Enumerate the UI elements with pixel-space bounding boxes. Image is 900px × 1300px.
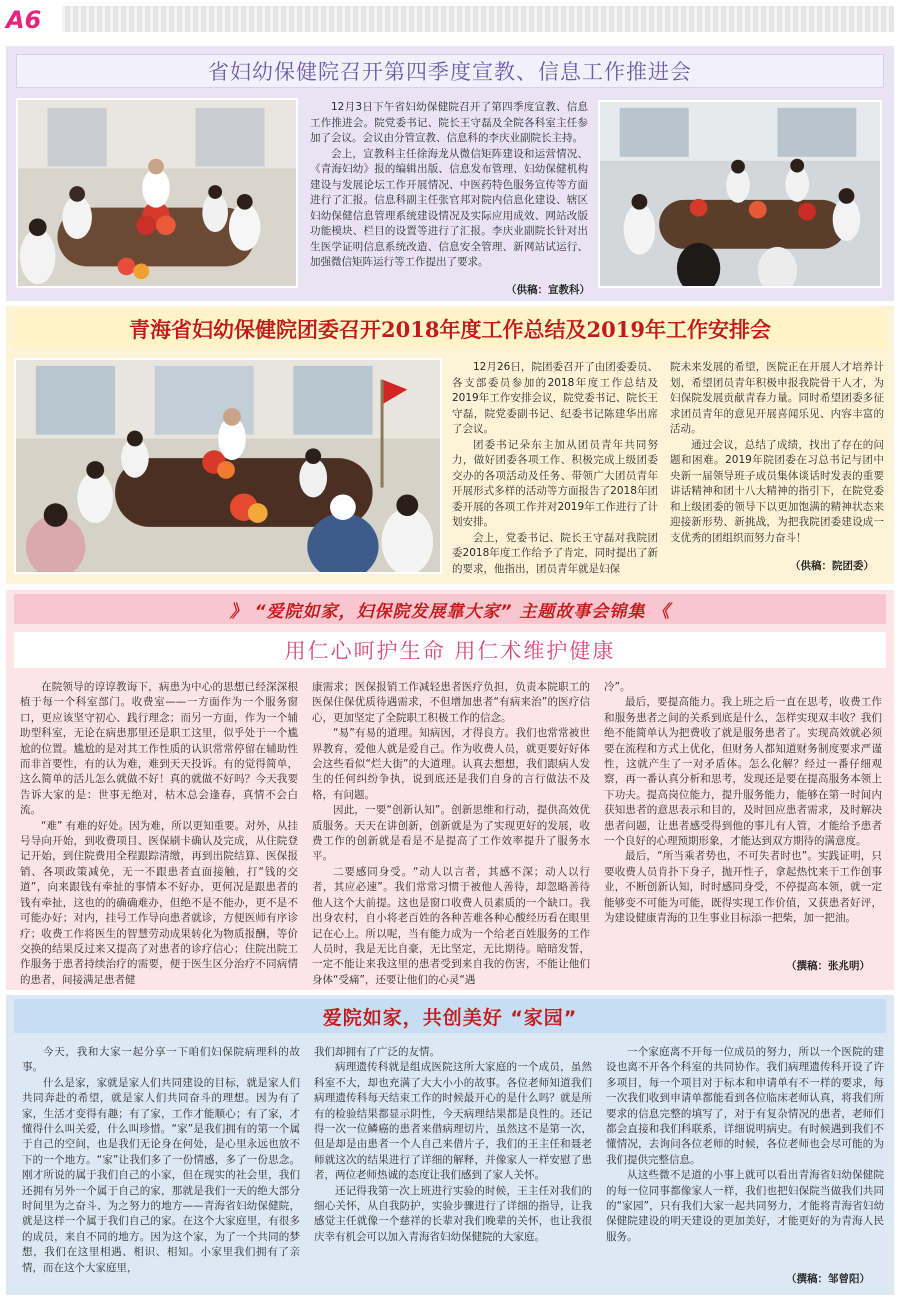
feature-story-collection — [6, 590, 894, 990]
page-number: A6 — [6, 6, 42, 34]
feature-paragraph: 在院领导的谆谆教诲下，病患为中心的思想已经深深根植于每一个科室部门。收费室——一方面作为一个服务窗口，更应该坚守初心、践行理念；而另一方面，作为一个辅助型科室，无论在病患那里还是职工这里，似乎处于一个尴尬的位置。尴尬的是对其工作性质的认识常常停留在辅助性而非首要性，有的认为难，难到天天投诉。有的觉得简单，这么简单的活儿怎么就做不好！真的就做不好吗？今天我要告诉大家的是：世事无绝对，枯木总会逢春，真情不会白流。 — [20, 681, 298, 817]
article1-source: （供稿：宣教科） — [506, 284, 590, 296]
feature-col-3 — [604, 680, 882, 988]
feature-title: 用仁心呵护生命 用仁术维护健康 — [14, 632, 886, 668]
story-col-1 — [22, 1045, 300, 1276]
article2-paragraph: 会上，党委书记、院长王守磊对我院团委2018年度工作给予了肯定，同时提出了新的要求，他指出，团员青年就是妇保 — [452, 531, 658, 575]
article1-body — [310, 100, 588, 271]
story-body — [22, 1045, 884, 1276]
feature-paragraph: “易”有易的道理。知病因，才得良方。我们也常常被世界教育，爱他人就是爱自己。作为收费人员，就更要好好体会这些看似“烂大街”的大道理。认真去想想，我们跟病人发生的任何纠纷争执，说到底还是我们自身的言行做法不及格，有问题。 — [312, 727, 590, 801]
article2-paragraph: 通过会议，总结了成绩，找出了存在的问题和困难。2019年院团委在习总书记与团中央新一届领导班子成员集体谈话时发表的重要讲话精神和团十八大精神的指引下，在院党委和上级团委的领导下以更加饱满的精神状态来迎接新形势、新挑战，为把我院团委建设成一支优秀的团组织而努力奋斗！ — [670, 438, 884, 544]
article2-body-col2 — [670, 360, 884, 546]
feature-paragraph: 因此，一要“创新认知”。创新思维和行动，提供高效优质服务。天天在讲创新，创新就是为了实现更好的发展，收费工作的创新就是看是不是提高了工作效率提升了服务水平。 — [312, 804, 590, 863]
feature-paragraph: “难” 有难的好处。因为难，所以更知重要。对外，从挂号导向开始，到收费项目、医保刷卡确认及完成，从住院登记开始，到住院费用全程跟踪清缴，再到出院结算、医保报销、各项政策减免，无一不跟患者直面接触，打“钱的交道”，向来跟钱有牵扯的事情本不好办，更何况是跟患者的钱有牵扯，这也的的确确难办，但绝不是不能办，更不是不可能办好；对内，挂号工作导向患者就诊，方便医师有序诊疗；收费工作将医生的智慧劳动成果转化为物质报酬，等价交换的结果反过来又提高了对患者的诊疗信心；住院出院工作服务于患者持续治疗的需要，便于医生区分治疗不同病情的患者，间接满足患者健 — [20, 819, 298, 986]
story-paragraph: 今天，我和大家一起分享一下咱们妇保院病理科的故事。 — [22, 1046, 300, 1074]
article2-source: （供稿：院团委） — [790, 560, 874, 572]
story-paragraph: 一个家庭离不开每一位成员的努力，所以一个医院的建设也离不开各个科室的共同协作。我们病理遗传科开设了许多项目，每一个项目对于标本和申请单有不一样的要求，每一次我们收到申请单都能看到各位临床老师认真，将我们所要求的信息完整的填写了，对于有复杂情况的患者，老师们都会直接和我们科联系，详细说明病史。有时候遇到我们不懂情况，去询问各位老师的时候，各位老师也会尽可能的为我们提供完整信息。 — [606, 1046, 884, 1166]
youth-league-meeting-photo-image — [16, 360, 440, 572]
header-decorative-bar — [62, 6, 894, 32]
story-paragraph: 从这些微不足道的小事上就可以看出青海省妇幼保健院的每一位同事都像家人一样，我们也把妇保院当做我们共同的“家园”，只有我们大家一起共同努力，才能将青海省妇幼保健院建设的明天建设的更加美好，才能更好的为青海人民服务。 — [606, 1169, 884, 1243]
feature-paragraph: 最后，要提高能力。我上班之后一直在思考，收费工作和服务患者之间的关系到底是什么，怎样实现双丰收？我们绝不能简单认为把费收了就是服务患者了。实现高效就必须要在流程和方式上优化，但财务人都知道财务制度要求严谨性，这就产生了一对矛盾体。怎么化解？经过一番仔细观察，再一番认真分析和思考，发现还是要在提高服务本领上下功夫。提高岗位能力，提升服务能力，能够在第一时间内获知患者的意思表示和目的，及时回应患者需求，及时解决患者问题，让患者感受得到他的事儿有人管，才能给予患者一个良好的心理预期形象，才能达到双方期待的满意度。 — [604, 696, 882, 848]
article2-paragraph: 院未来发展的希望，医院正在开展人才培养计划，希望团员青年积极申报我院骨干人才，为妇保院发展贡献青春力量。同时希望团委多征求团员青年的意见开展喜闻乐见、内容丰富的活动。 — [670, 361, 884, 435]
article1-title: 省妇幼保健院召开第四季度宣教、信息工作推进会 — [16, 54, 884, 88]
youth-league-meeting-photo — [14, 358, 442, 574]
article-informatization-meeting — [6, 46, 894, 301]
feature-banner: 》 “爱院如家，妇保院发展靠大家” 主题故事会锦集 《 — [14, 594, 886, 624]
feature-paragraph: 二要感同身受。“动人以言者，其感不深；动人以行者，其应必速”。我们常常习惯于被他人善待，却忽略善待他人这个大前提。这也是窗口收费人员素质的一个缺口。我出身农村，自小将老百姓的各种苦难各种心酸经历看在眼里记在心上。所以呢，当有能力成为一个给老百姓服务的工作人员时，我是无比自豪，无比坚定，无比期待。暗暗发誓，一定不能让来我这里的患者受到来自我的伤害，不能让他们身体“受痛”，还要让他们的心灵“遇 — [312, 865, 590, 986]
feature-paragraph: 康需求；医保报销工作减轻患者医疗负担，负责本院职工的医保住保优质待遇需求，不但增加患者“有病来治”的医疗信心，更加坚定了全院职工积极工作的信念。 — [312, 681, 590, 724]
article2-body-col1 — [452, 360, 658, 577]
article2-paragraph: 12月26日，院团委召开了由团委委员、各支部委员参加的2018年度工作总结及2019年工作安排会议，院党委书记、院长王守磊，院党委副书记、纪委书记陈建华出席了会议。 — [452, 361, 658, 435]
story-paragraph: 我们却拥有了广泛的友情。 — [314, 1046, 440, 1058]
article2-paragraph: 团委书记朵东主加从团员青年共同努力，做好团委各项工作、积极完成上级团委交办的各项活动及任务、带领广大团员青年开展形式多样的活动等方面报告了2018年团委开展的各项工作并对2019年工作进行了计划安排。 — [452, 438, 658, 528]
story-source: （撰稿：邹曾阳） — [786, 1273, 870, 1285]
article1-paragraph: 会上，宣教科主任徐海龙从微信矩阵建设和运营情况、《青海妇幼》报的编辑出版、信息发布管理、妇幼保健机构建设与发展论坛工作开展情况、中医药特色服务宣传等方面进行了汇报。信息科副主任张官邦对院内信息化建设、辖区妇幼保健信息管理系统建设情况及实际应用成效、网站改版功能模块、栏目的设置等进行了汇报。李庆业副院长针对出生医学证明信息系统改造、信息安全管理、新网站试运行、加强微信矩阵运行等工作提出了要求。 — [310, 147, 588, 268]
story-paragraph: 什么是家，家就是家人们共同建设的目标，就是家人们共同奔赴的希望，就是家人们共同奋斗的理想。因为有了家，生活才变得有趣；有了家，工作才能顺心；有了家，才懂得什么叫关爱，什么叫珍惜。“家”是我们拥有的第一个属于自己的空间，也是我们无论身在何处，是心里永远也放不下的一个地方。“家”让我们多了一份情感，多了一份思念。刚才所说的属于我们自己的小家，但在现实的社会里，我们还拥有另外一个属于自己的家，那就是我们一天的绝大部分时间里为之奋斗、为之努力的地方——青海省妇幼保健院，就是这样一个属于我们自己的家。在这个大家庭里，有很多的成员，来自不同的地方。因为这个家，为了一个共同的梦想，我们在这里相遇、相识、相知。小家里我们拥有了亲情，而在这个大家庭里， — [22, 1076, 300, 1274]
story-pathology-department — [6, 995, 894, 1295]
feature-col-2 — [312, 680, 590, 988]
meeting-photo-right — [598, 100, 882, 288]
story-paragraph: 还记得我第一次上班进行实验的时候，王主任对我们的细心关怀，从自我防护，实验步骤进行了详细的指导，让我感觉主任就像一个慈祥的长辈对我们晚辈的关怀，也让我很庆幸有机会可以加入青海省妇幼保健院的大家庭。 — [314, 1184, 592, 1243]
meeting-photo-left-image — [18, 100, 296, 286]
story-title: 爱院如家，共创美好 “家园” — [14, 999, 886, 1033]
story-paragraph: 病理遗传科就是组成医院这所大家庭的一个成员，虽然科室不大，却也充满了大大小小的故事。各位老师知道我们病理遗传科每天结束工作的时候最开心的是什么吗？就是所有的检验结果都显示阴性，今天病理结果都是良性的。还记得一次一位鳞癌的患者来借病理切片，虽然这不是第一次，但是却是由患者一个人自己来借片子，我们的王主任和聂老师就这次的结果进行了详细的解释，并像家人一样安慰了患者，两位老师热诚的态度让我们感到了家人关怀。 — [314, 1061, 592, 1182]
story-col-2 — [314, 1045, 592, 1276]
page-header — [0, 0, 900, 46]
story-col-3 — [606, 1045, 884, 1276]
feature-source: （撰稿：张兆明） — [786, 960, 870, 972]
feature-paragraph: 最后，“所当乘者势也，不可失者时也”。实践证明，只要收费人员肯扑下身子，抛开性子，拿起热忱来干工作创事业，不断创新认知，时时感同身受，不停提高本领，就一定能够变不可能为可能，既得实现工作价值，又获患者好评，为建设健康青海的卫生事业目标添一把柴，加一把油。 — [604, 850, 882, 925]
meeting-photo-left — [16, 98, 298, 288]
feature-paragraph: 冷”。 — [604, 681, 631, 693]
feature-body — [20, 680, 882, 988]
article2-title: 青海省妇幼保健院团委召开2018年度工作总结及2019年工作安排会 — [14, 310, 886, 348]
article-youth-league-meeting — [6, 306, 894, 584]
article1-paragraph: 12月3日下午省妇幼保健院召开了第四季度宣教、信息工作推进会。院党委书记、院长王守磊及全院各科室主任参加了会议。会议由分管宣教、信息科的李庆业副院长主持。 — [310, 101, 588, 144]
feature-col-1 — [20, 680, 298, 988]
meeting-photo-right-image — [600, 102, 880, 286]
